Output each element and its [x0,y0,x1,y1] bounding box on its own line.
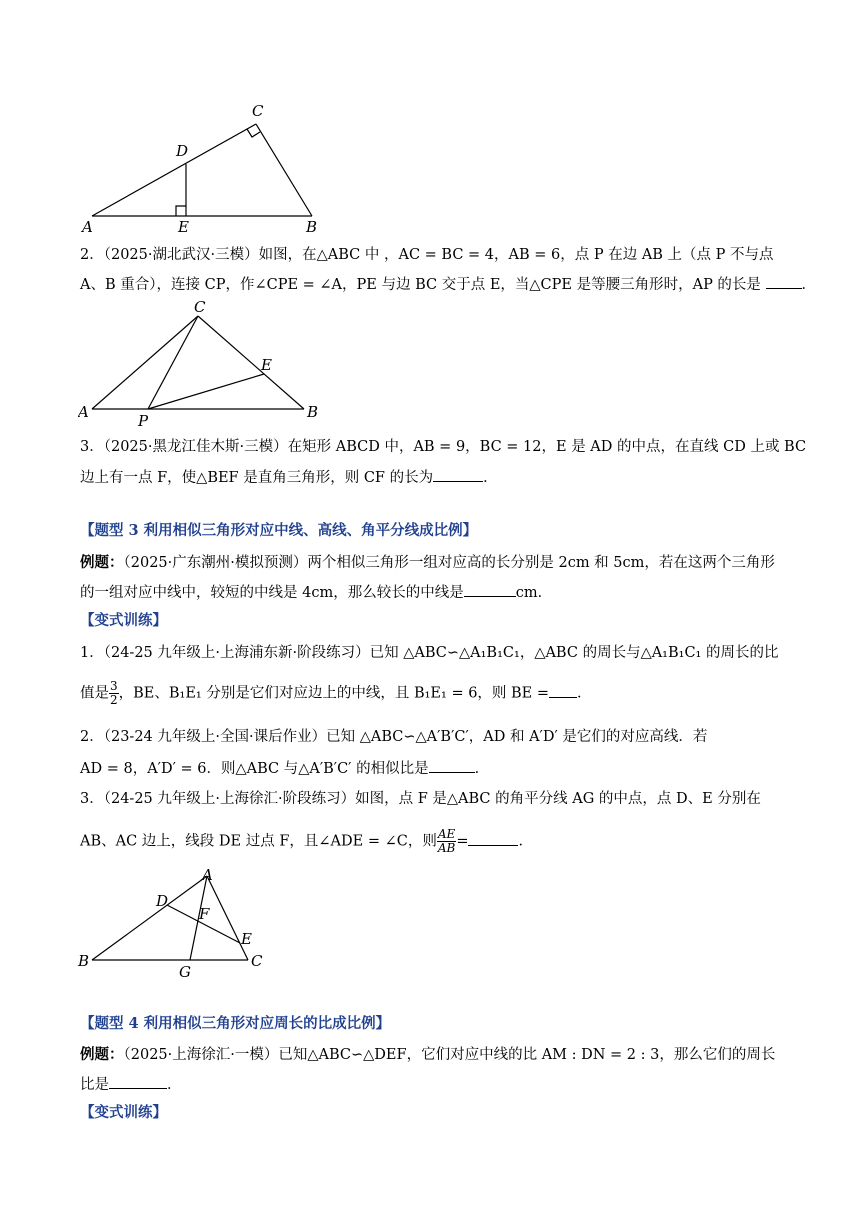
answer-blank[interactable] [433,467,483,482]
section-3-q2-line-1: 2．（23-24 九年级上·全国·课后作业）已知 △ABC∽△A′B′C′，AD 和 A′D′ 是它们的对应高线．若 [80,729,708,745]
label-a: A [202,866,213,884]
diagram-right-triangle [80,98,340,238]
answer-blank[interactable] [109,1074,167,1089]
q3-text-post: = [456,833,469,850]
section-3-example-line-1 [80,553,775,573]
section-4-example-line-1 [80,1045,775,1065]
answer-blank[interactable] [468,831,518,846]
section-3-q3-line-1: 3．（24-25 九年级上·上海徐汇·阶段练习）如图，点 F 是△ABC 的角平分线 AG 的中点，点 D、E 分别在 [80,791,761,807]
segment-pe [148,374,264,409]
label-g: G [179,963,191,981]
q1-text-pre: 值是 [80,685,109,702]
section-3-q2-line-2: AD = 8，A′D′ = 6．则△ABC 与△A′B′C′ 的相似比是 ． [80,758,489,779]
section-3-variant-label: 【变式训练】 [80,612,167,629]
label-e: E [241,930,252,948]
label-c: C [251,952,263,970]
problem-2-text-2: A、B 重合），连接 CP，作∠CPE = ∠A，PE 与边 BC 交于点 E，当△CPE 是等腰三角形时，AP 的长是 [80,277,761,293]
q2-text-2: AD = 8，A′D′ = 6．则△ABC 与△A′B′C′ 的相似比是 [80,761,429,777]
segment-cp [148,316,198,409]
problem-2-number: 2． [80,247,104,263]
label-a: A [78,403,89,421]
answer-blank[interactable] [549,683,577,698]
label-b: B [306,218,318,236]
q3-fraction [437,828,456,855]
example-label: 例题： [80,554,124,571]
q1-text-post: ，BE、B₁E₁ 分别是它们对应边上的中线，且 B₁E₁ = 6，则 BE = [118,685,550,702]
label-f: F [199,905,210,923]
answer-blank[interactable] [429,758,475,773]
section-3-q1-line-1: 1．（24-25 九年级上·上海浦东新·阶段练习）已知 △ABC∽△A₁B₁C₁，△ABC 的周长与△A₁B₁C₁ 的周长的比 [80,645,779,661]
label-b: B [78,952,90,970]
q1-frac-den: 2 [110,693,118,707]
q1-frac-num: 3 [110,679,118,693]
q3-text-pre: AB、AC 边上，线段 DE 过点 F，且∠ADE = ∠C，则 [80,833,437,850]
segment-ba [92,876,207,960]
label-c: C [194,298,206,316]
label-p: P [138,412,149,430]
label-e: E [261,356,272,374]
problem-2-text-1: 如图，在△ABC 中 ，AC = BC = 4，AB = 6，点 P 在边 AB 上（点 P 不与点 [258,247,774,263]
problem-3-line-1 [80,437,806,457]
section-4-title: 【题型 4 利用相似三角形对应周长的比成比例】 [80,1015,391,1032]
q3-frac-den: AB [437,841,456,855]
segment-cb [256,124,312,216]
segment-cb [198,316,304,409]
section-3-q3-line-2: AB、AC 边上，线段 DE 过点 F，且∠ADE = ∠C，则 $\frac{AE}{AB}$ = ． [80,827,533,855]
diagram-triangle-cpe [78,298,338,433]
label-d: D [156,892,169,910]
example-text-2-post: cm． [515,585,553,601]
answer-blank[interactable] [766,274,802,289]
example-text-1: （2025·上海徐汇·一模）已知△ABC∽△DEF，它们对应中线的比 AM : DN = 2 : 3，那么它们的周长 [123,1047,776,1063]
label-a: A [82,218,93,236]
section-4-variant-label: 【变式训练】 [80,1104,167,1121]
section-4-example-line-2: 比是 ． [80,1074,182,1095]
label-d: D [176,142,189,160]
problem-2-source: （2025·湖北武汉·三模） [103,247,259,263]
problem-2-line-1 [80,245,774,265]
problem-3-line-2: 边上有一点 F，使△BEF 是直角三角形，则 CF 的长为 ． [80,467,498,488]
example-text-2: 比是 [80,1077,109,1093]
section-3-q1-line-2: 值是 $\frac{3}{2}$ ，BE、B₁E₁ 分别是它们对应边上的中线，且 B₁E₁ = 6，则 BE = ． [80,679,592,707]
label-e: E [178,218,189,236]
problem-3-text-2: 边上有一点 F，使△BEF 是直角三角形，则 CF 的长为 [80,470,434,486]
section-3-title: 【题型 3 利用相似三角形对应中线、高线、角平分线成比例】 [80,522,478,539]
diagram-angle-bisector [76,866,286,981]
example-text-1: （2025·广东潮州·模拟预测）两个相似三角形一组对应高的长分别是 2cm 和 5cm，若在这两个三角形 [123,555,775,571]
problem-3-number: 3． [80,439,104,455]
right-angle-mark-e [176,206,186,216]
segment-ac [92,316,198,409]
example-label: 例题： [80,1046,124,1063]
label-c: C [252,102,264,120]
right-angle-mark-c [247,129,260,137]
section-3-example-line-2 [80,582,552,603]
problem-3-source: （2025·黑龙江佳木斯·三模） [103,439,288,455]
problem-2-line-2: A、B 重合），连接 CP，作∠CPE = ∠A，PE 与边 BC 交于点 E，当△CPE 是等腰三角形时，AP 的长是 ． [80,274,816,295]
q1-fraction [109,680,119,707]
problem-3-text-1: 在矩形 ABCD 中，AB = 9，BC = 12，E 是 AD 的中点，在直线 CD 上或 BC [287,439,807,455]
segment-ac [92,124,256,216]
label-b: B [307,403,319,421]
example-text-2: 的一组对应中线中，较短的中线是 4cm，那么较长的中线是 [80,585,464,601]
q3-frac-num: AE [437,827,456,841]
answer-blank[interactable] [464,582,516,597]
